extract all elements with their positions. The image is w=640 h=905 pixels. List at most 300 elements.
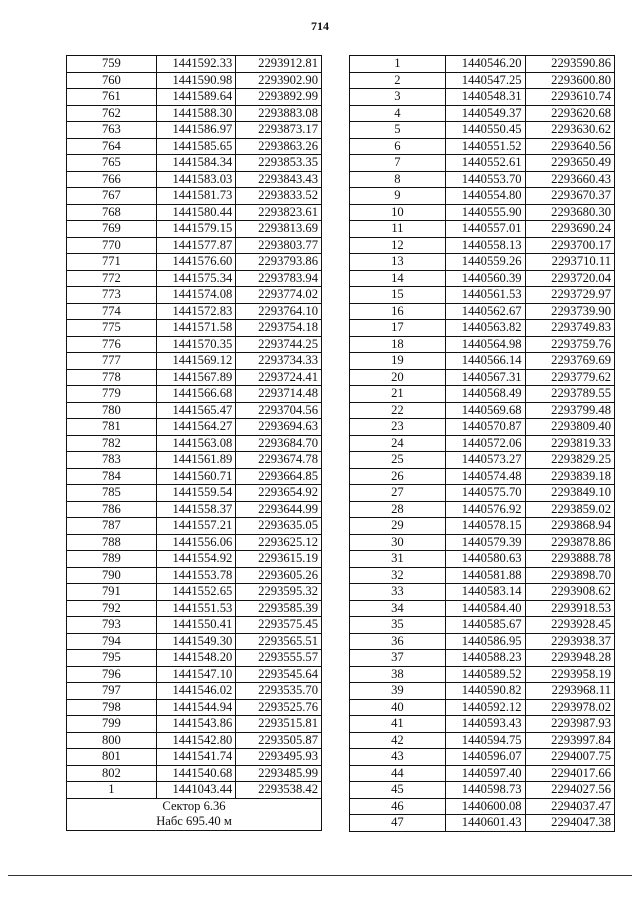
y-coordinate: 2293839.18 xyxy=(525,468,614,485)
point-number: 37 xyxy=(350,650,446,667)
x-coordinate: 1441589.64 xyxy=(156,89,235,106)
table-row xyxy=(67,122,322,139)
point-number: 776 xyxy=(67,336,157,353)
point-number: 14 xyxy=(350,270,446,287)
table-row xyxy=(67,749,322,766)
table-row xyxy=(350,468,615,485)
table-row xyxy=(350,534,615,551)
x-coordinate: 1441579.15 xyxy=(156,221,235,238)
nabs-label: Набс 695.40 м xyxy=(67,814,322,830)
x-coordinate: 1440575.70 xyxy=(445,485,525,502)
table-row xyxy=(67,402,322,419)
point-number: 771 xyxy=(67,254,157,271)
point-number: 789 xyxy=(67,551,157,568)
point-number: 31 xyxy=(350,551,446,568)
y-coordinate: 2293660.43 xyxy=(525,171,614,188)
x-coordinate: 1441580.44 xyxy=(156,204,235,221)
y-coordinate: 2293803.77 xyxy=(236,237,322,254)
y-coordinate: 2293883.08 xyxy=(236,105,322,122)
point-number: 775 xyxy=(67,320,157,337)
x-coordinate: 1440601.43 xyxy=(445,815,525,832)
x-coordinate: 1441549.30 xyxy=(156,633,235,650)
x-coordinate: 1440563.82 xyxy=(445,320,525,337)
point-number: 802 xyxy=(67,765,157,782)
x-coordinate: 1441541.74 xyxy=(156,749,235,766)
x-coordinate: 1441543.86 xyxy=(156,716,235,733)
y-coordinate: 2293670.37 xyxy=(525,188,614,205)
point-number: 12 xyxy=(350,237,446,254)
table-row xyxy=(67,699,322,716)
point-number: 4 xyxy=(350,105,446,122)
y-coordinate: 2293908.62 xyxy=(525,584,614,601)
point-number: 766 xyxy=(67,171,157,188)
y-coordinate: 2293918.53 xyxy=(525,600,614,617)
point-number: 33 xyxy=(350,584,446,601)
point-number: 781 xyxy=(67,419,157,436)
y-coordinate: 2294007.75 xyxy=(525,749,614,766)
x-coordinate: 1440558.13 xyxy=(445,237,525,254)
y-coordinate: 2293769.69 xyxy=(525,353,614,370)
point-number: 765 xyxy=(67,155,157,172)
y-coordinate: 2294037.47 xyxy=(525,798,614,815)
point-number: 5 xyxy=(350,122,446,139)
x-coordinate: 1440557.01 xyxy=(445,221,525,238)
table-row xyxy=(350,732,615,749)
x-coordinate: 1440566.14 xyxy=(445,353,525,370)
x-coordinate: 1441554.92 xyxy=(156,551,235,568)
table-row xyxy=(350,600,615,617)
x-coordinate: 1440564.98 xyxy=(445,336,525,353)
y-coordinate: 2293878.86 xyxy=(525,534,614,551)
point-number: 47 xyxy=(350,815,446,832)
table-row xyxy=(350,452,615,469)
point-number: 18 xyxy=(350,336,446,353)
x-coordinate: 1441570.35 xyxy=(156,336,235,353)
x-coordinate: 1440547.25 xyxy=(445,72,525,89)
table-row xyxy=(67,732,322,749)
table-row xyxy=(67,501,322,518)
y-coordinate: 2293912.81 xyxy=(236,56,322,73)
y-coordinate: 2293873.17 xyxy=(236,122,322,139)
table-row xyxy=(350,617,615,634)
table-row xyxy=(350,369,615,386)
point-number: 23 xyxy=(350,419,446,436)
x-coordinate: 1441564.27 xyxy=(156,419,235,436)
table-row xyxy=(67,171,322,188)
y-coordinate: 2293720.04 xyxy=(525,270,614,287)
x-coordinate: 1440572.06 xyxy=(445,435,525,452)
x-coordinate: 1440551.52 xyxy=(445,138,525,155)
x-coordinate: 1441547.10 xyxy=(156,666,235,683)
table-row xyxy=(67,320,322,337)
point-number: 32 xyxy=(350,567,446,584)
table-row xyxy=(350,666,615,683)
y-coordinate: 2293575.45 xyxy=(236,617,322,634)
sector-label: Сектор 6.36 xyxy=(67,798,322,814)
x-coordinate: 1441563.08 xyxy=(156,435,235,452)
x-coordinate: 1441567.89 xyxy=(156,369,235,386)
table-row xyxy=(350,633,615,650)
table-row xyxy=(350,89,615,106)
table-row xyxy=(67,72,322,89)
y-coordinate: 2293610.74 xyxy=(525,89,614,106)
point-number: 774 xyxy=(67,303,157,320)
y-coordinate: 2293774.02 xyxy=(236,287,322,304)
y-coordinate: 2293829.25 xyxy=(525,452,614,469)
point-number: 10 xyxy=(350,204,446,221)
y-coordinate: 2293585.39 xyxy=(236,600,322,617)
x-coordinate: 1440597.40 xyxy=(445,765,525,782)
y-coordinate: 2293819.33 xyxy=(525,435,614,452)
x-coordinate: 1440585.67 xyxy=(445,617,525,634)
y-coordinate: 2293674.78 xyxy=(236,452,322,469)
y-coordinate: 2293555.57 xyxy=(236,650,322,667)
point-number: 43 xyxy=(350,749,446,766)
y-coordinate: 2293888.78 xyxy=(525,551,614,568)
table-row xyxy=(350,320,615,337)
y-coordinate: 2293485.99 xyxy=(236,765,322,782)
x-coordinate: 1441572.83 xyxy=(156,303,235,320)
table-row xyxy=(67,419,322,436)
table-row xyxy=(350,419,615,436)
table-row xyxy=(350,584,615,601)
table-row xyxy=(67,452,322,469)
coordinates-table-right xyxy=(349,55,615,832)
y-coordinate: 2293863.26 xyxy=(236,138,322,155)
x-coordinate: 1441581.73 xyxy=(156,188,235,205)
point-number: 795 xyxy=(67,650,157,667)
point-number: 759 xyxy=(67,56,157,73)
point-number: 45 xyxy=(350,782,446,799)
x-coordinate: 1441590.98 xyxy=(156,72,235,89)
y-coordinate: 2293625.12 xyxy=(236,534,322,551)
x-coordinate: 1441586.97 xyxy=(156,122,235,139)
y-coordinate: 2293690.24 xyxy=(525,221,614,238)
y-coordinate: 2293600.80 xyxy=(525,72,614,89)
point-number: 797 xyxy=(67,683,157,700)
point-number: 15 xyxy=(350,287,446,304)
table-row xyxy=(67,386,322,403)
table-footer-nabs-row xyxy=(67,814,322,830)
table-row xyxy=(350,270,615,287)
x-coordinate: 1440567.31 xyxy=(445,369,525,386)
table-row xyxy=(350,699,615,716)
table-row xyxy=(350,386,615,403)
x-coordinate: 1441575.34 xyxy=(156,270,235,287)
y-coordinate: 2293744.25 xyxy=(236,336,322,353)
table-row xyxy=(350,402,615,419)
point-number: 17 xyxy=(350,320,446,337)
table-row xyxy=(350,303,615,320)
table-row xyxy=(67,485,322,502)
table-row xyxy=(67,254,322,271)
y-coordinate: 2293968.11 xyxy=(525,683,614,700)
point-number: 791 xyxy=(67,584,157,601)
y-coordinate: 2293644.99 xyxy=(236,501,322,518)
table-row xyxy=(350,155,615,172)
table-row xyxy=(67,468,322,485)
y-coordinate: 2293749.83 xyxy=(525,320,614,337)
point-number: 19 xyxy=(350,353,446,370)
x-coordinate: 1440576.92 xyxy=(445,501,525,518)
point-number: 783 xyxy=(67,452,157,469)
point-number: 11 xyxy=(350,221,446,238)
table-row xyxy=(350,171,615,188)
y-coordinate: 2293495.93 xyxy=(236,749,322,766)
point-number: 36 xyxy=(350,633,446,650)
page-bottom-divider xyxy=(8,875,632,876)
point-number: 46 xyxy=(350,798,446,815)
y-coordinate: 2293779.62 xyxy=(525,369,614,386)
x-coordinate: 1441561.89 xyxy=(156,452,235,469)
table-row xyxy=(67,303,322,320)
point-number: 794 xyxy=(67,633,157,650)
table-row xyxy=(350,237,615,254)
x-coordinate: 1440579.39 xyxy=(445,534,525,551)
y-coordinate: 2293734.33 xyxy=(236,353,322,370)
coordinates-table-right-body xyxy=(350,56,615,832)
table-row xyxy=(67,551,322,568)
y-coordinate: 2293948.28 xyxy=(525,650,614,667)
x-coordinate: 1440586.95 xyxy=(445,633,525,650)
point-number: 763 xyxy=(67,122,157,139)
point-number: 773 xyxy=(67,287,157,304)
point-number: 778 xyxy=(67,369,157,386)
point-number: 8 xyxy=(350,171,446,188)
x-coordinate: 1440550.45 xyxy=(445,122,525,139)
point-number: 798 xyxy=(67,699,157,716)
table-row xyxy=(67,435,322,452)
x-coordinate: 1440578.15 xyxy=(445,518,525,535)
table-row xyxy=(350,683,615,700)
y-coordinate: 2293987.93 xyxy=(525,716,614,733)
x-coordinate: 1440594.75 xyxy=(445,732,525,749)
x-coordinate: 1440589.52 xyxy=(445,666,525,683)
y-coordinate: 2293724.41 xyxy=(236,369,322,386)
y-coordinate: 2293849.10 xyxy=(525,485,614,502)
x-coordinate: 1440569.68 xyxy=(445,402,525,419)
y-coordinate: 2293813.69 xyxy=(236,221,322,238)
y-coordinate: 2293958.19 xyxy=(525,666,614,683)
x-coordinate: 1441565.47 xyxy=(156,402,235,419)
table-row xyxy=(67,105,322,122)
table-row xyxy=(67,270,322,287)
x-coordinate: 1441571.58 xyxy=(156,320,235,337)
y-coordinate: 2293565.51 xyxy=(236,633,322,650)
coordinates-table-left xyxy=(66,55,322,831)
point-number: 25 xyxy=(350,452,446,469)
y-coordinate: 2293694.63 xyxy=(236,419,322,436)
x-coordinate: 1441574.08 xyxy=(156,287,235,304)
point-number: 762 xyxy=(67,105,157,122)
table-row xyxy=(67,683,322,700)
point-number: 801 xyxy=(67,749,157,766)
point-number: 39 xyxy=(350,683,446,700)
table-row xyxy=(350,56,615,73)
y-coordinate: 2293664.85 xyxy=(236,468,322,485)
y-coordinate: 2293545.64 xyxy=(236,666,322,683)
x-coordinate: 1440573.27 xyxy=(445,452,525,469)
table-row xyxy=(350,567,615,584)
x-coordinate: 1441560.71 xyxy=(156,468,235,485)
point-number: 790 xyxy=(67,567,157,584)
x-coordinate: 1440546.20 xyxy=(445,56,525,73)
table-row xyxy=(350,782,615,799)
point-number: 7 xyxy=(350,155,446,172)
y-coordinate: 2294047.38 xyxy=(525,815,614,832)
y-coordinate: 2293764.10 xyxy=(236,303,322,320)
point-number: 30 xyxy=(350,534,446,551)
y-coordinate: 2293620.68 xyxy=(525,105,614,122)
x-coordinate: 1441546.02 xyxy=(156,683,235,700)
point-number: 35 xyxy=(350,617,446,634)
table-row xyxy=(350,188,615,205)
table-row xyxy=(67,188,322,205)
y-coordinate: 2293843.43 xyxy=(236,171,322,188)
y-coordinate: 2294027.56 xyxy=(525,782,614,799)
point-number: 24 xyxy=(350,435,446,452)
x-coordinate: 1441566.68 xyxy=(156,386,235,403)
y-coordinate: 2293605.26 xyxy=(236,567,322,584)
x-coordinate: 1441553.78 xyxy=(156,567,235,584)
x-coordinate: 1441552.65 xyxy=(156,584,235,601)
table-row xyxy=(350,765,615,782)
point-number: 41 xyxy=(350,716,446,733)
table-row xyxy=(67,287,322,304)
table-row xyxy=(350,336,615,353)
y-coordinate: 2293833.52 xyxy=(236,188,322,205)
y-coordinate: 2293997.84 xyxy=(525,732,614,749)
y-coordinate: 2293650.49 xyxy=(525,155,614,172)
table-row xyxy=(350,287,615,304)
table-row xyxy=(350,485,615,502)
y-coordinate: 2294017.66 xyxy=(525,765,614,782)
table-row xyxy=(67,534,322,551)
point-number: 780 xyxy=(67,402,157,419)
table-row xyxy=(67,666,322,683)
y-coordinate: 2293739.90 xyxy=(525,303,614,320)
x-coordinate: 1441548.20 xyxy=(156,650,235,667)
table-row xyxy=(350,650,615,667)
y-coordinate: 2293783.94 xyxy=(236,270,322,287)
x-coordinate: 1441551.53 xyxy=(156,600,235,617)
y-coordinate: 2293729.97 xyxy=(525,287,614,304)
table-row xyxy=(67,617,322,634)
y-coordinate: 2293535.70 xyxy=(236,683,322,700)
y-coordinate: 2293595.32 xyxy=(236,584,322,601)
x-coordinate: 1441558.37 xyxy=(156,501,235,518)
point-number: 44 xyxy=(350,765,446,782)
x-coordinate: 1440561.53 xyxy=(445,287,525,304)
y-coordinate: 2293538.42 xyxy=(236,782,322,799)
point-number: 2 xyxy=(350,72,446,89)
x-coordinate: 1441043.44 xyxy=(156,782,235,799)
table-row xyxy=(67,782,322,799)
table-row xyxy=(350,254,615,271)
y-coordinate: 2293590.86 xyxy=(525,56,614,73)
y-coordinate: 2293700.17 xyxy=(525,237,614,254)
x-coordinate: 1440596.07 xyxy=(445,749,525,766)
table-row xyxy=(67,518,322,535)
point-number: 788 xyxy=(67,534,157,551)
y-coordinate: 2293928.45 xyxy=(525,617,614,634)
table-row xyxy=(350,815,615,832)
x-coordinate: 1440548.31 xyxy=(445,89,525,106)
table-row xyxy=(67,237,322,254)
point-number: 761 xyxy=(67,89,157,106)
x-coordinate: 1440553.70 xyxy=(445,171,525,188)
x-coordinate: 1440562.67 xyxy=(445,303,525,320)
x-coordinate: 1440549.37 xyxy=(445,105,525,122)
x-coordinate: 1440568.49 xyxy=(445,386,525,403)
x-coordinate: 1440581.88 xyxy=(445,567,525,584)
x-coordinate: 1440583.14 xyxy=(445,584,525,601)
point-number: 22 xyxy=(350,402,446,419)
x-coordinate: 1440555.90 xyxy=(445,204,525,221)
y-coordinate: 2293714.48 xyxy=(236,386,322,403)
point-number: 6 xyxy=(350,138,446,155)
y-coordinate: 2293630.62 xyxy=(525,122,614,139)
y-coordinate: 2293823.61 xyxy=(236,204,322,221)
point-number: 792 xyxy=(67,600,157,617)
point-number: 764 xyxy=(67,138,157,155)
table-row xyxy=(350,122,615,139)
x-coordinate: 1440588.23 xyxy=(445,650,525,667)
point-number: 27 xyxy=(350,485,446,502)
y-coordinate: 2293978.02 xyxy=(525,699,614,716)
point-number: 16 xyxy=(350,303,446,320)
y-coordinate: 2293525.76 xyxy=(236,699,322,716)
y-coordinate: 2293859.02 xyxy=(525,501,614,518)
y-coordinate: 2293654.92 xyxy=(236,485,322,502)
x-coordinate: 1440580.63 xyxy=(445,551,525,568)
table-row xyxy=(350,72,615,89)
x-coordinate: 1441584.34 xyxy=(156,155,235,172)
point-number: 13 xyxy=(350,254,446,271)
point-number: 793 xyxy=(67,617,157,634)
table-row xyxy=(67,600,322,617)
x-coordinate: 1441542.80 xyxy=(156,732,235,749)
y-coordinate: 2293515.81 xyxy=(236,716,322,733)
x-coordinate: 1441592.33 xyxy=(156,56,235,73)
table-row xyxy=(67,633,322,650)
y-coordinate: 2293640.56 xyxy=(525,138,614,155)
y-coordinate: 2293615.19 xyxy=(236,551,322,568)
y-coordinate: 2293799.48 xyxy=(525,402,614,419)
table-row xyxy=(350,551,615,568)
point-number: 768 xyxy=(67,204,157,221)
point-number: 786 xyxy=(67,501,157,518)
x-coordinate: 1440554.80 xyxy=(445,188,525,205)
point-number: 1 xyxy=(350,56,446,73)
x-coordinate: 1440600.08 xyxy=(445,798,525,815)
table-row xyxy=(350,204,615,221)
y-coordinate: 2293680.30 xyxy=(525,204,614,221)
y-coordinate: 2293938.37 xyxy=(525,633,614,650)
y-coordinate: 2293759.76 xyxy=(525,336,614,353)
table-row xyxy=(67,155,322,172)
x-coordinate: 1441576.60 xyxy=(156,254,235,271)
point-number: 767 xyxy=(67,188,157,205)
table-row xyxy=(350,518,615,535)
y-coordinate: 2293853.35 xyxy=(236,155,322,172)
table-row xyxy=(67,336,322,353)
x-coordinate: 1441583.03 xyxy=(156,171,235,188)
point-number: 800 xyxy=(67,732,157,749)
point-number: 782 xyxy=(67,435,157,452)
point-number: 9 xyxy=(350,188,446,205)
x-coordinate: 1441556.06 xyxy=(156,534,235,551)
